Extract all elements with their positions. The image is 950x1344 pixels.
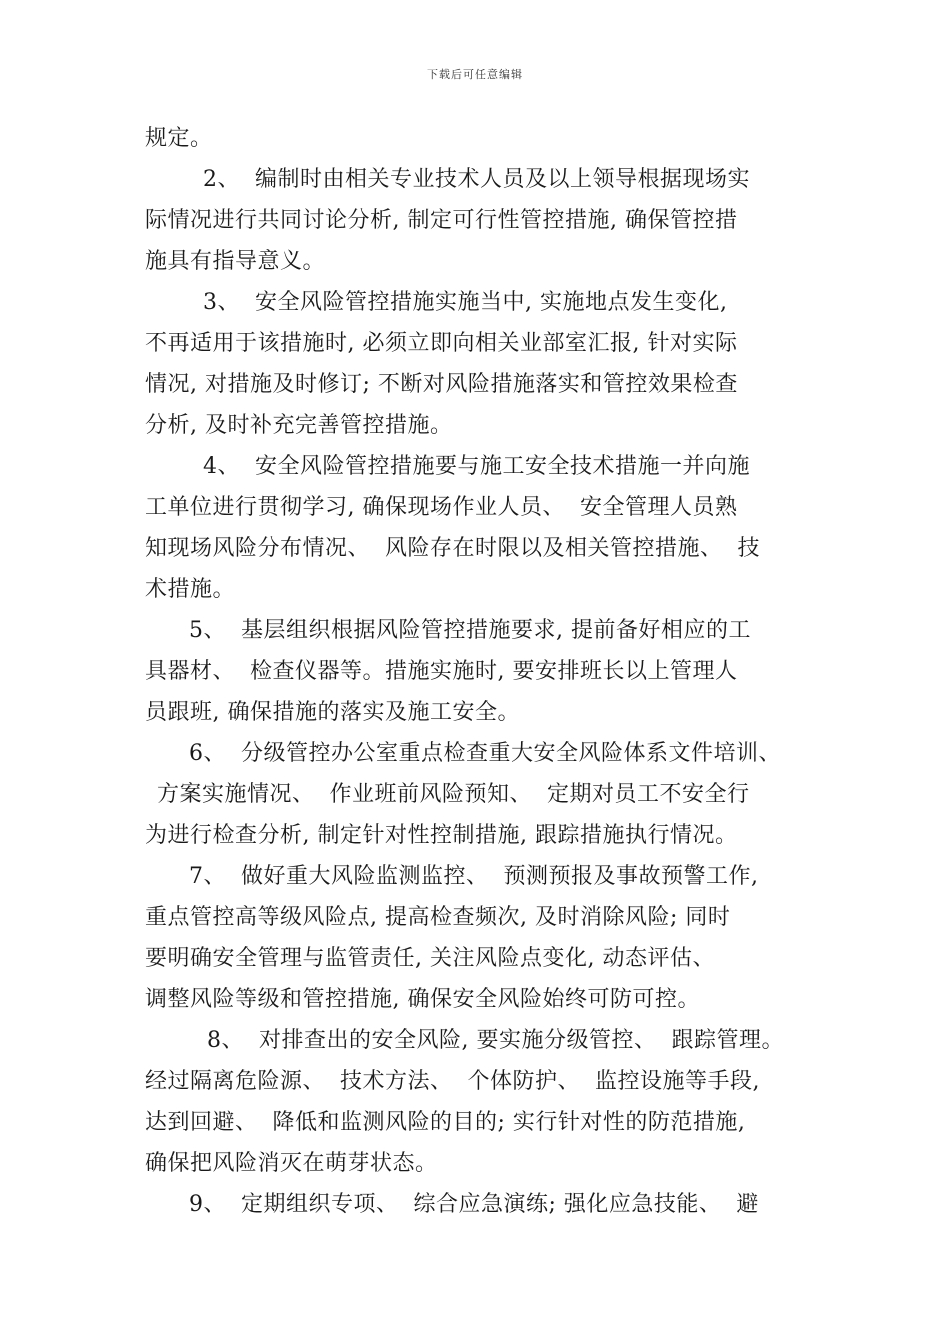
page-header: 下载后可任意编辑: [427, 68, 523, 81]
text-line: 经过隔离危险源、 技术方法、 个体防护、 监控设施等手段,: [145, 1069, 760, 1094]
text-line: 调整风险等级和管控措施, 确保安全风险始终可防可控。: [145, 987, 700, 1012]
text-line: 员跟班, 确保措施的落实及施工安全。: [145, 700, 520, 725]
text-line: 情况, 对措施及时修订; 不断对风险措施落实和管控效果检查: [145, 372, 738, 397]
text-line: 不再适用于该措施时, 必须立即向相关业部室汇报, 针对实际: [145, 331, 738, 356]
text-line: 重点管控高等级风险点, 提高检查频次, 及时消除风险; 同时: [145, 905, 731, 930]
text-line: 4、 安全风险管控措施要与施工安全技术措施一并向施: [203, 454, 750, 479]
document-body: [145, 118, 820, 1225]
text-line: 6、 分级管控办公室重点检查重大安全风险体系文件培训、: [189, 741, 781, 766]
text-line: 达到回避、 降低和监测风险的目的; 实行针对性的防范措施,: [145, 1110, 746, 1135]
text-line: 2、 编制时由相关专业技术人员及以上领导根据现场实: [203, 167, 750, 192]
text-line: 术措施。: [145, 577, 236, 602]
text-line: 具器材、 检查仪器等。措施实施时, 要安排班长以上管理人: [145, 659, 738, 684]
text-line: 规定。: [145, 126, 213, 151]
text-line: 际情况进行共同讨论分析, 制定可行性管控措施, 确保管控措: [145, 208, 738, 233]
text-line: 5、 基层组织根据风险管控措施要求, 提前备好相应的工: [189, 618, 751, 643]
text-line: 为进行检查分析, 制定针对性控制措施, 跟踪措施执行情况。: [145, 823, 738, 848]
text-line: 要明确安全管理与监管责任, 关注风险点变化, 动态评估、: [145, 946, 715, 971]
text-line: 施具有指导意义。: [145, 249, 326, 274]
text-line: 分析, 及时补充完善管控措施。: [145, 413, 453, 438]
text-line: 工单位进行贯彻学习, 确保现场作业人员、 安全管理人员熟: [145, 495, 738, 520]
text-line: 确保把风险消灭在萌芽状态。: [145, 1151, 438, 1176]
text-line: 7、 做好重大风险监测监控、 预测预报及事故预警工作,: [189, 864, 759, 889]
text-line: 3、 安全风险管控措施实施当中, 实施地点发生变化,: [203, 290, 728, 315]
text-line: 9、 定期组织专项、 综合应急演练; 强化应急技能、 避: [189, 1192, 759, 1217]
text-line: 方案实施情况、 作业班前风险预知、 定期对员工不安全行: [157, 782, 750, 807]
text-line: 8、 对排查出的安全风险, 要实施分级管控、 跟踪管理。: [207, 1028, 784, 1053]
text-line: 知现场风险分布情况、 风险存在时限以及相关管控措施、 技: [145, 536, 760, 561]
